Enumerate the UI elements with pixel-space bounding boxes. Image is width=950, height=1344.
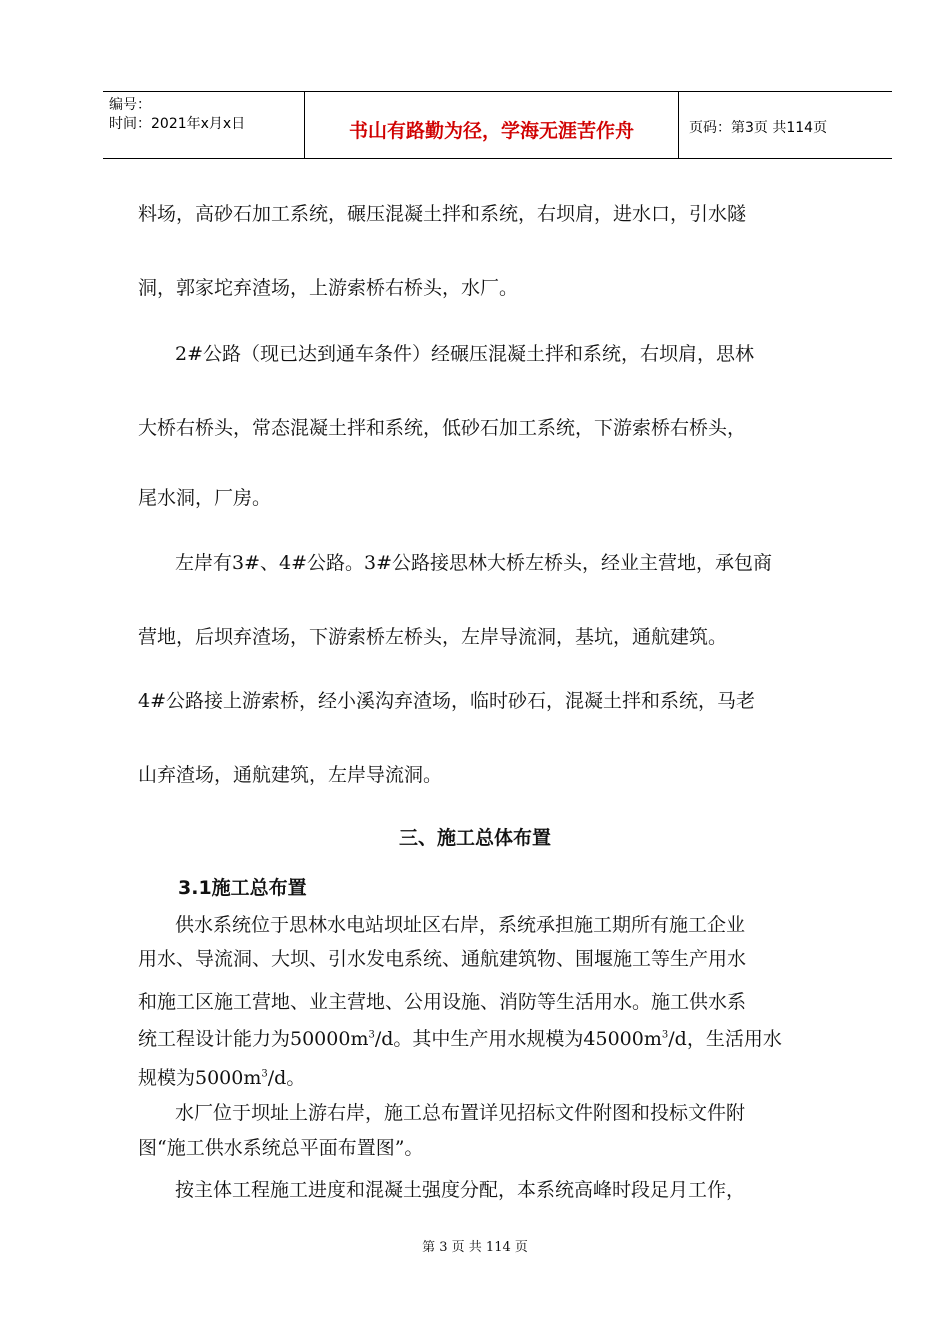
body-line: 尾水洞，厂房。 [138, 487, 272, 509]
header-motto-cell [304, 92, 679, 158]
page-header [103, 91, 892, 159]
text-run: 统工程设计能力为50000m [138, 1028, 369, 1050]
superscript: 3 [661, 1029, 669, 1041]
superscript: 3 [368, 1029, 375, 1041]
paragraph-line: 用水、导流洞、大坝、引水发电系统、通航建筑物、围堰施工等生产用水 [138, 948, 747, 970]
body-line: 2#公路（现已达到通车条件）经碾压混凝土拌和系统，右坝肩，思林 [175, 343, 755, 365]
body-line: 洞，郭家坨弃渣场，上游索桥右桥头，水厂。 [138, 277, 519, 299]
text-run: /d。 [267, 1067, 306, 1089]
superscript: 3 [261, 1068, 268, 1080]
paragraph-line: 供水系统位于思林水电站坝址区右岸，系统承担施工期所有施工企业 [175, 914, 746, 936]
body-line: 料场，高砂石加工系统，碾压混凝土拌和系统，右坝肩，进水口，引水隧 [138, 203, 747, 225]
section-title: 三、施工总体布置 [398, 827, 551, 849]
serial-number-label: 编号： [109, 97, 151, 113]
text-run: /d，生活用水 [668, 1028, 782, 1050]
body-line: 山弃渣场，通航建筑，左岸导流洞。 [138, 764, 443, 786]
page-footer: 第 3 页 共 114 页 [422, 1240, 528, 1255]
header-meta-cell [103, 92, 303, 158]
body-line: 左岸有3#、4#公路。3#公路接思林大桥左桥头，经业主营地，承包商 [175, 552, 773, 574]
header-motto: 书山有路勤为径，学海无涯苦作舟 [348, 120, 634, 142]
text-run: /d。其中生产用水规模为45000m [374, 1028, 662, 1050]
body-line: 4#公路接上游索桥，经小溪沟弃渣场，临时砂石，混凝土拌和系统，马老 [138, 690, 756, 712]
paragraph-line: 和施工区施工营地、业主营地、公用设施、消防等生活用水。施工供水系 [138, 991, 747, 1013]
paragraph-line: 水厂位于坝址上游右岸，施工总布置详见招标文件附图和投标文件附 [175, 1102, 746, 1124]
body-line: 大桥右桥头，常态混凝土拌和系统，低砂石加工系统，下游索桥右桥头， [138, 417, 747, 439]
subsection-title: 3.1施工总布置 [178, 877, 307, 899]
date-label: 时间：2021年x月x日 [109, 116, 246, 132]
header-page-cell [679, 92, 892, 158]
text-run: 规模为5000m [138, 1067, 262, 1089]
header-page-number: 页码：第3页 共114页 [689, 120, 828, 136]
paragraph-line: 图“施工供水系统总平面布置图”。 [138, 1137, 424, 1159]
paragraph-line: 按主体工程施工进度和混凝土强度分配，本系统高峰时段足月工作， [175, 1179, 746, 1201]
body-line: 营地，后坝弃渣场，下游索桥左桥头，左岸导流洞，基坑，通航建筑。 [138, 626, 728, 648]
paragraph-line [138, 1066, 305, 1090]
paragraph-line [138, 1027, 782, 1051]
